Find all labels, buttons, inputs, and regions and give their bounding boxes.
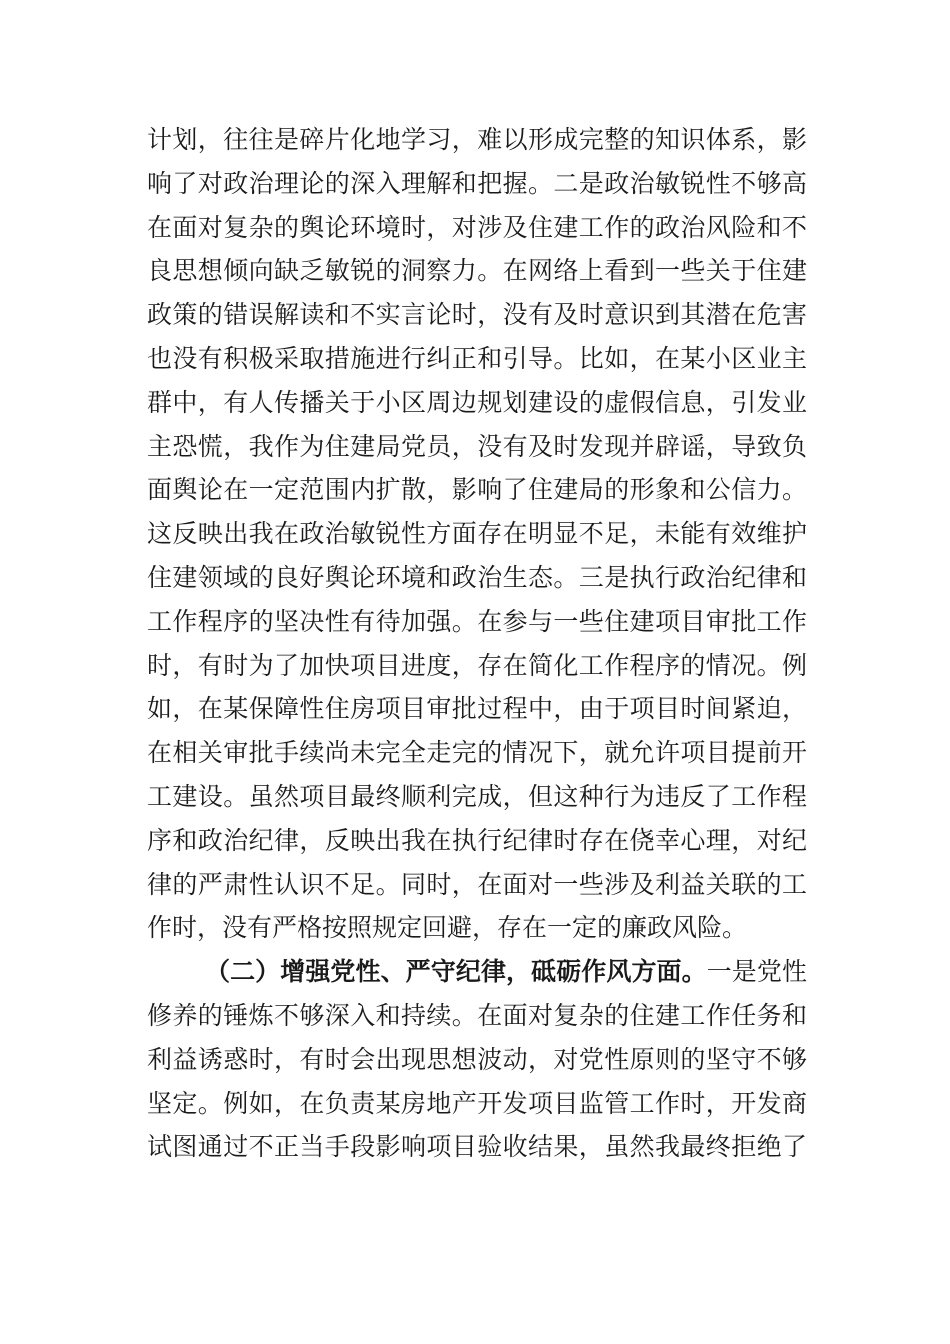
text-line: 律的严肃性认识不足。同时，在面对一些涉及利益关联的工 <box>147 869 807 899</box>
text-line: 主恐慌，我作为住建局党员，没有及时发现并辟谣，导致负 <box>147 431 807 461</box>
text-line: 坚定。例如，在负责某房地产开发项目监管工作时，开发商 <box>147 1088 807 1118</box>
text-line: 序和政治纪律，反映出我在执行纪律时存在侥幸心理，对纪 <box>147 825 807 855</box>
text-line: 计划，往往是碎片化地学习，难以形成完整的知识体系，影 <box>147 125 807 154</box>
text-line: 利益诱惑时，有时会出现思想波动，对党性原则的坚守不够 <box>147 1044 807 1074</box>
section-heading: （二）增强党性、严守纪律，砥砺作风方面。 <box>205 957 707 987</box>
text-line: 试图通过不正当手段影响项目验收结果，虽然我最终拒绝了 <box>147 1132 807 1162</box>
text-line: 良思想倾向缺乏敏锐的洞察力。在网络上看到一些关于住建 <box>147 256 807 286</box>
text-line: 如，在某保障性住房项目审批过程中，由于项目时间紧迫， <box>147 694 807 724</box>
text-line: 政策的错误解读和不实言论时，没有及时意识到其潜在危害 <box>147 300 807 330</box>
text-line: 工作程序的坚决性有待加强。在参与一些住建项目审批工作 <box>147 606 807 636</box>
text-line: 响了对政治理论的深入理解和把握。二是政治敏锐性不够高 <box>147 168 807 198</box>
body-text <box>147 118 807 1169</box>
text-line: 工建设。虽然项目最终顺利完成，但这种行为违反了工作程 <box>147 781 807 811</box>
text-line: 群中，有人传播关于小区周边规划建设的虚假信息，引发业 <box>147 387 807 417</box>
text-line: 在相关审批手续尚未完全走完的情况下，就允许项目提前开 <box>147 738 807 768</box>
text-line: 作时，没有严格按照规定回避，存在一定的廉政风险。 <box>147 913 748 943</box>
text-line: 这反映出我在政治敏锐性方面存在明显不足，未能有效维护 <box>147 519 807 549</box>
text-line: 在面对复杂的舆论环境时，对涉及住建工作的政治风险和不 <box>147 212 807 242</box>
text-line: 修养的锤炼不够深入和持续。在面对复杂的住建工作任务和 <box>147 1000 807 1030</box>
section-heading-line <box>147 950 807 994</box>
text-line-rest: 一是党性 <box>706 957 807 987</box>
text-line: 住建领域的良好舆论环境和政治生态。三是执行政治纪律和 <box>147 562 807 592</box>
text-line: 时，有时为了加快项目进度，存在简化工作程序的情况。例 <box>147 650 807 680</box>
text-line: 面舆论在一定范围内扩散，影响了住建局的形象和公信力。 <box>147 475 807 505</box>
text-line: 也没有积极采取措施进行纠正和引导。比如，在某小区业主 <box>147 343 807 373</box>
